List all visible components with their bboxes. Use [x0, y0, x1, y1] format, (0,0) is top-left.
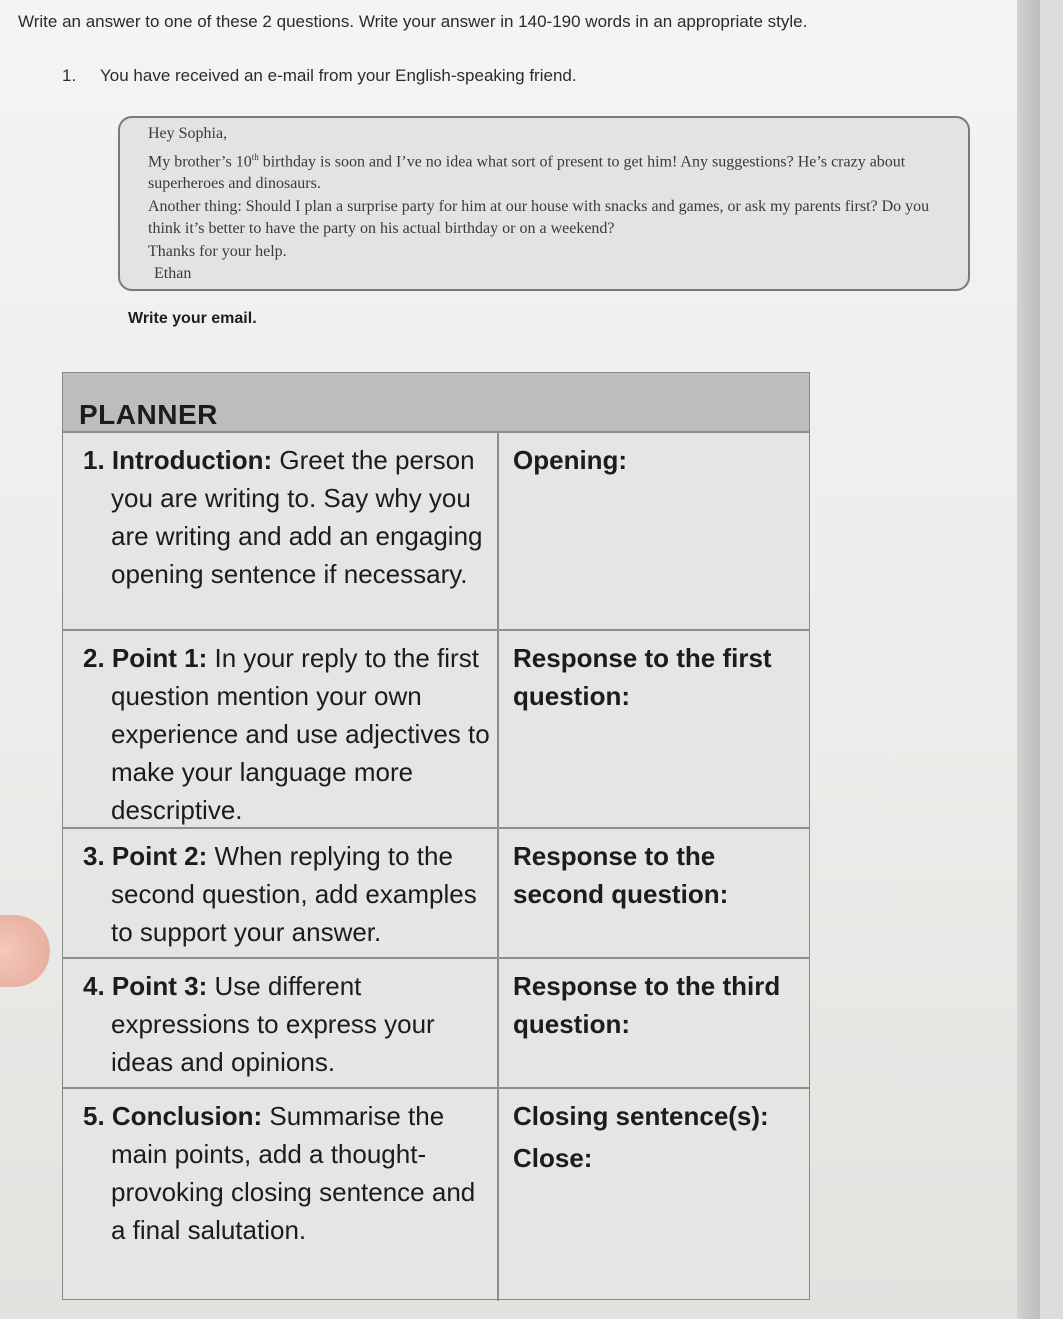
- planner-row-point-3: [63, 957, 809, 1087]
- planner-answer-cell: [499, 829, 809, 957]
- email-thanks: Thanks for your help.: [148, 242, 287, 260]
- question-line: [62, 66, 577, 86]
- close-label: Close:: [513, 1143, 593, 1173]
- answer-label: Opening:: [513, 445, 628, 475]
- email-paragraph-2: Another thing: Should I plan a surprise party for him at our house with snacks and games, or ask my parents first? Do you think it’s better to have the party on his actual birthday or on a weekend?: [148, 197, 930, 238]
- planner-title: PLANNER: [63, 373, 809, 431]
- planner-guidance-cell: [63, 1089, 499, 1301]
- row-guidance: When replying to the second question, add examples to support your answer.: [111, 841, 477, 947]
- row-guidance: Use different expressions to express your ideas and opinions.: [111, 971, 435, 1077]
- question-number: 1.: [62, 66, 77, 85]
- row-guidance: Summarise the main points, add a thought-provoking closing sentence and a final salutation.: [111, 1101, 476, 1245]
- task-instruction: Write an answer to one of these 2 questions. Write your answer in 140-190 words in an appropriate style.: [18, 12, 808, 31]
- email-greeting: Hey Sophia,: [148, 125, 228, 142]
- row-heading: 4. Point 3:: [83, 971, 208, 1001]
- question-text: You have received an e-mail from your English-speaking friend.: [100, 66, 577, 85]
- answer-label: Response to the first question:: [513, 643, 772, 711]
- planner-row-introduction: [63, 431, 809, 629]
- planner-table: [62, 372, 810, 1300]
- row-guidance: Greet the person you are writing to. Say why you are writing and add an engaging opening sentence if necessary.: [111, 445, 483, 589]
- email-line1-start: My brother’s 10: [148, 152, 252, 170]
- answer-label: Closing sentence(s):: [513, 1101, 769, 1131]
- planner-guidance-cell: [63, 433, 499, 629]
- email-signature: Ethan: [154, 265, 192, 283]
- email-ordinal-suffix: th: [251, 151, 259, 162]
- friend-email-box: [118, 116, 970, 291]
- planner-row-point-1: [63, 629, 809, 827]
- row-heading: 3. Point 2:: [83, 841, 208, 871]
- answer-label: Response to the third question:: [513, 971, 781, 1039]
- email-paragraph-1: [148, 146, 954, 196]
- thumb-photo-artifact: [0, 915, 50, 987]
- answer-label: Response to the second question:: [513, 841, 729, 909]
- write-prompt: Write your email.: [128, 310, 257, 327]
- planner-answer-cell: [499, 433, 809, 629]
- planner-answer-cell: [499, 959, 809, 1087]
- row-guidance: In your reply to the first question mention your own experience and use adjectives to make your language more descriptive.: [111, 643, 490, 825]
- email-line1-end: birthday is soon and I’ve no idea what sort of present to get him! Any suggestions? He’s crazy about superheroes and dinosaurs.: [148, 152, 906, 193]
- row-heading: 1. Introduction:: [83, 445, 273, 475]
- planner-guidance-cell: [63, 959, 499, 1087]
- planner-guidance-cell: [63, 829, 499, 957]
- planner-guidance-cell: [63, 631, 499, 827]
- planner-row-conclusion: [63, 1087, 809, 1301]
- row-heading: 2. Point 1:: [83, 643, 208, 673]
- planner-row-point-2: [63, 827, 809, 957]
- planner-answer-cell: [499, 631, 809, 827]
- planner-answer-cell: [499, 1089, 809, 1301]
- page-edge: [1017, 0, 1040, 1319]
- row-heading: 5. Conclusion:: [83, 1101, 263, 1131]
